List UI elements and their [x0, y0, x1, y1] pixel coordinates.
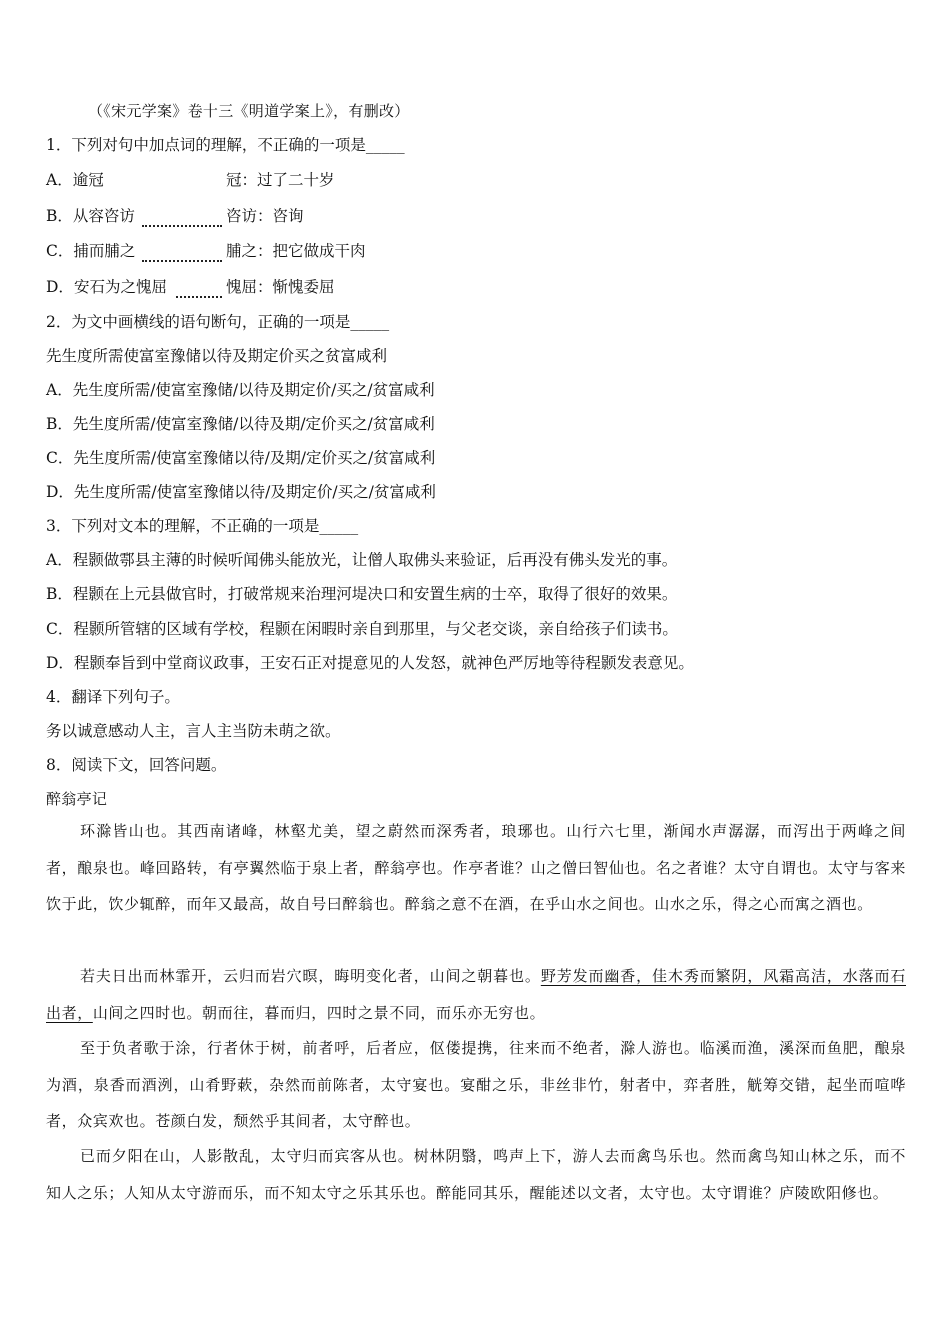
passage-paragraph-1: 环滁皆山也。其西南诸峰，林壑尤美，望之蔚然而深秀者，琅琊也。山行六七里，渐闻水声潺潺，而泻出于两峰之间者，酿泉也。峰回路转，有亭翼然临于泉上者，醉翁亭也。作亭者谁？山之僧曰智仙也。名之者谁？太守自谓也。太守与客来饮于此，饮少辄醉，而年又最高，故自号曰醉翁也。醉翁之意不在酒，在乎山水之间也。山水之乐，得之心而寓之酒也。 — [46, 822, 906, 913]
option-gloss: 咨访：咨询 — [226, 207, 304, 225]
q2-sentence: 先生度所需使富室豫储以待及期定价买之贫富咸利 — [46, 347, 388, 365]
q3-option-a: A．程颢做鄠县主薄的时候听闻佛头能放光，让僧人取佛头来验证，后再没有佛头发光的事。 — [46, 551, 678, 569]
q2-option-a: A．先生度所需/使富室豫储/以待及期定价/买之/贫富咸利 — [46, 381, 435, 399]
emphasis-dots — [142, 260, 222, 262]
emphasis-dots — [142, 225, 222, 227]
q2-option-b: B．先生度所需/使富室豫储/以待及期/定价买之/贫富咸利 — [46, 415, 435, 433]
option-label: B． — [46, 207, 73, 225]
option-gloss: 脯之：把它做成干肉 — [226, 242, 366, 260]
q4-stem: 4．翻译下列句子。 — [46, 688, 180, 706]
passage-title: 醉翁亭记 — [46, 790, 108, 808]
source-citation: （《宋元学案》卷十三《明道学案上》，有删改） — [88, 102, 410, 120]
option-label: A． — [46, 171, 73, 189]
q3-stem: 3．下列对文本的理解，不正确的一项是_____ — [46, 517, 359, 535]
q1-option-a — [46, 169, 446, 191]
option-word: 安石为之愧屈 — [73, 278, 167, 296]
q8-stem: 8．阅读下文，回答问题。 — [46, 756, 227, 774]
option-word: 捕而脯之 — [73, 242, 136, 260]
p2-text-before: 若夫日出而林霏开，云归而岩穴暝，晦明变化者，山间之朝暮也。 — [80, 967, 541, 985]
q3-option-d: D．程颢奉旨到中堂商议政事，王安石正对提意见的人发怒，就神色严厉地等待程颢发表意见。 — [46, 654, 694, 672]
option-gloss: 愧屈：惭愧委屈 — [226, 278, 335, 296]
option-label: D． — [46, 278, 74, 296]
q1-option-c — [46, 240, 446, 262]
option-label: C． — [46, 242, 74, 260]
q2-option-d: D．先生度所需/使富室豫储以待/及期定价/买之/贫富咸利 — [46, 483, 436, 501]
passage-paragraph-3: 至于负者歌于涂，行者休于树，前者呼，后者应，伛偻提携，往来而不绝者，滁人游也。临溪而渔，溪深而鱼肥，酿泉为酒，泉香而酒洌，山肴野蔌，杂然而前陈者，太守宴也。宴酣之乐，非丝非竹，射者中，弈者胜，觥筹交错，起坐而喧哗者，众宾欢也。苍颜白发，颓然乎其间者，太守醉也。 — [46, 1039, 906, 1130]
option-word: 从容咨访 — [72, 207, 135, 225]
passage-paragraph-4: 已而夕阳在山，人影散乱，太守归而宾客从也。树林阴翳，鸣声上下，游人去而禽鸟乐也。然而禽鸟知山林之乐，而不知人之乐；人知从太守游而乐，而不知太守之乐其乐也。醉能同其乐，醒能述以文者，太守也。太守谓谁？庐陵欧阳修也。 — [46, 1147, 906, 1202]
option-gloss: 冠：过了二十岁 — [226, 171, 335, 189]
passage-paragraph-2 — [46, 958, 906, 1031]
option-word: 逾冠 — [72, 171, 104, 189]
q2-stem: 2．为文中画横线的语句断句，正确的一项是_____ — [46, 313, 390, 331]
q3-option-b: B．程颢在上元县做官时，打破常规来治理河堤决口和安置生病的士卒，取得了很好的效果。 — [46, 585, 678, 603]
p2-underlined-sentence: 野芳发而幽香，佳木秀而繁阴，风霜高洁，水落而石出者， — [46, 967, 906, 1022]
emphasis-dots — [176, 296, 222, 298]
q1-option-d — [46, 276, 446, 298]
q1-stem: 1．下列对句中加点词的理解，不正确的一项是_____ — [46, 136, 405, 154]
q1-option-b — [46, 205, 446, 227]
q2-option-c: C．先生度所需/使富室豫储以待/及期/定价买之/贫富咸利 — [46, 449, 436, 467]
p2-text-after: 山间之四时也。朝而往，暮而归，四时之景不同，而乐亦无穷也。 — [92, 1003, 546, 1022]
q4-sentence: 务以诚意感动人主，言人主当防未萌之欲。 — [46, 722, 341, 740]
q3-option-c: C．程颢所管辖的区域有学校，程颢在闲暇时亲自到那里，与父老交谈，亲自给孩子们读书。 — [46, 620, 678, 638]
